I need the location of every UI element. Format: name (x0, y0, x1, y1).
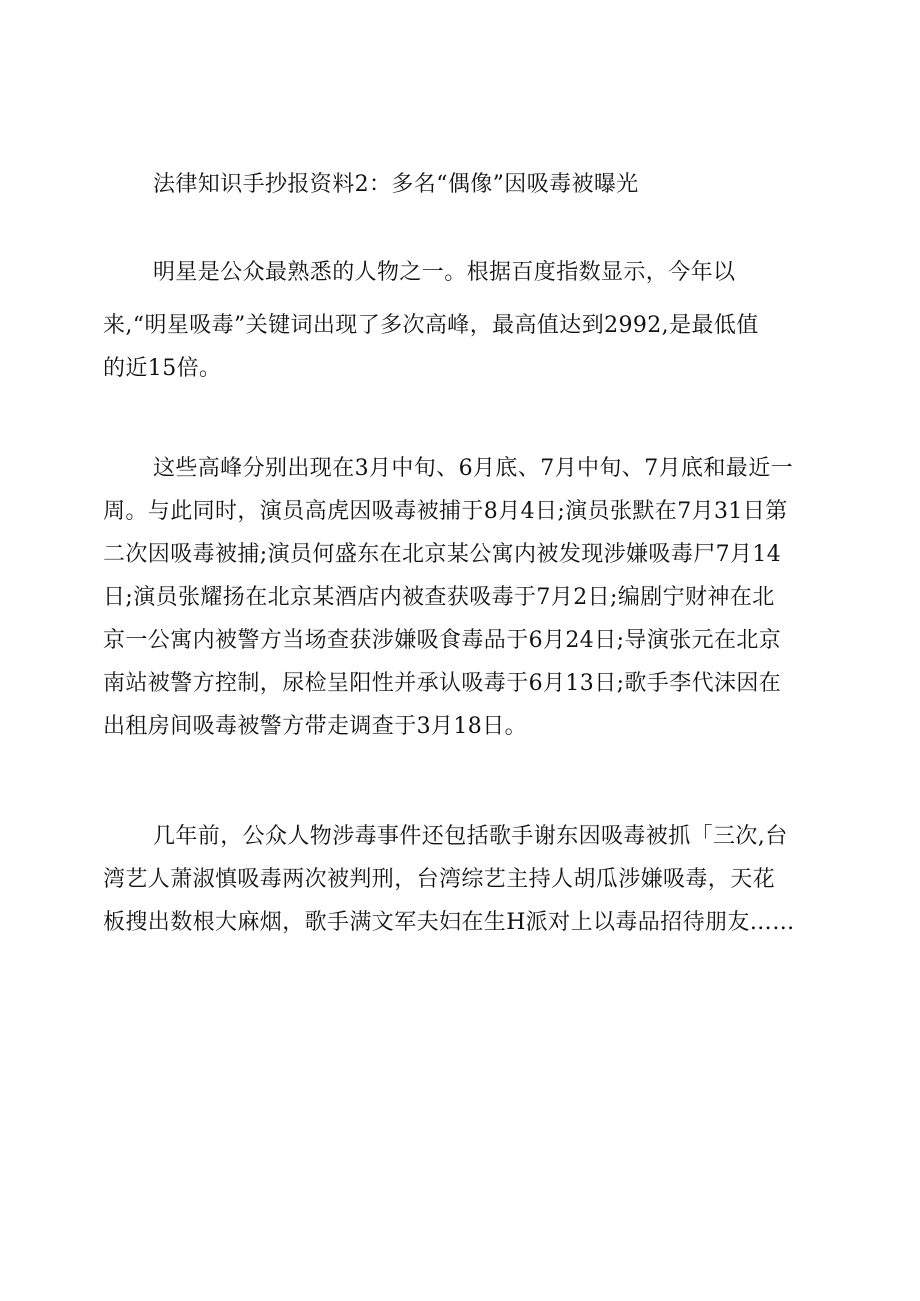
paragraph-line: 二次因吸毒被捕;演员何盛东在北京某公寓内被发现涉嫌吸毒尸7月14 (103, 542, 782, 567)
paragraph-line: 几年前，公众人物涉毒事件还包括歌手谢东因吸毒被抓「三次,台 (153, 824, 788, 849)
paragraph-line: 板搜出数根大麻烟，歌手满文军夫妇在生H派对上以毒品招待朋友…… (103, 910, 795, 935)
paragraph-line: 出租房间吸毒被警方带走调查于3月18日。 (103, 714, 527, 739)
document-title: 法律知识手抄报资料2：多名“偶像”因吸毒被曝光 (153, 172, 639, 197)
paragraph-line: 明星是公众最熟悉的人物之一。根据百度指数显示，今年以 (153, 260, 736, 285)
paragraph-line: 南站被警方控制，尿检呈阳性并承认吸毒于6月13日;歌手李代沫因在 (103, 671, 782, 696)
paragraph-line: 京一公寓内被警方当场查获涉嫌吸食毒品于6月24日;导演张元在北京 (103, 628, 782, 653)
paragraph-line: 湾艺人萧淑慎吸毒两次被判刑，台湾综艺主持人胡瓜涉嫌吸毒，天花 (103, 867, 776, 892)
paragraph-line: 日;演员张耀扬在北京某酒店内被查获吸毒于7月2日;编剧宁财神在北 (103, 585, 775, 610)
paragraph-line: 这些高峰分别出现在3月中旬、6月底、7月中旬、7月底和最近一 (153, 456, 793, 481)
paragraph-line: 来,“明星吸毒”关键词出现了多次高峰，最高值达到2992,是最低值 (103, 313, 759, 338)
paragraph-line: 的近15倍。 (103, 356, 222, 381)
paragraph-line: 周。与此同时，演员高虎因吸毒被捕于8月4日;演员张默在7月31日第 (103, 499, 788, 524)
